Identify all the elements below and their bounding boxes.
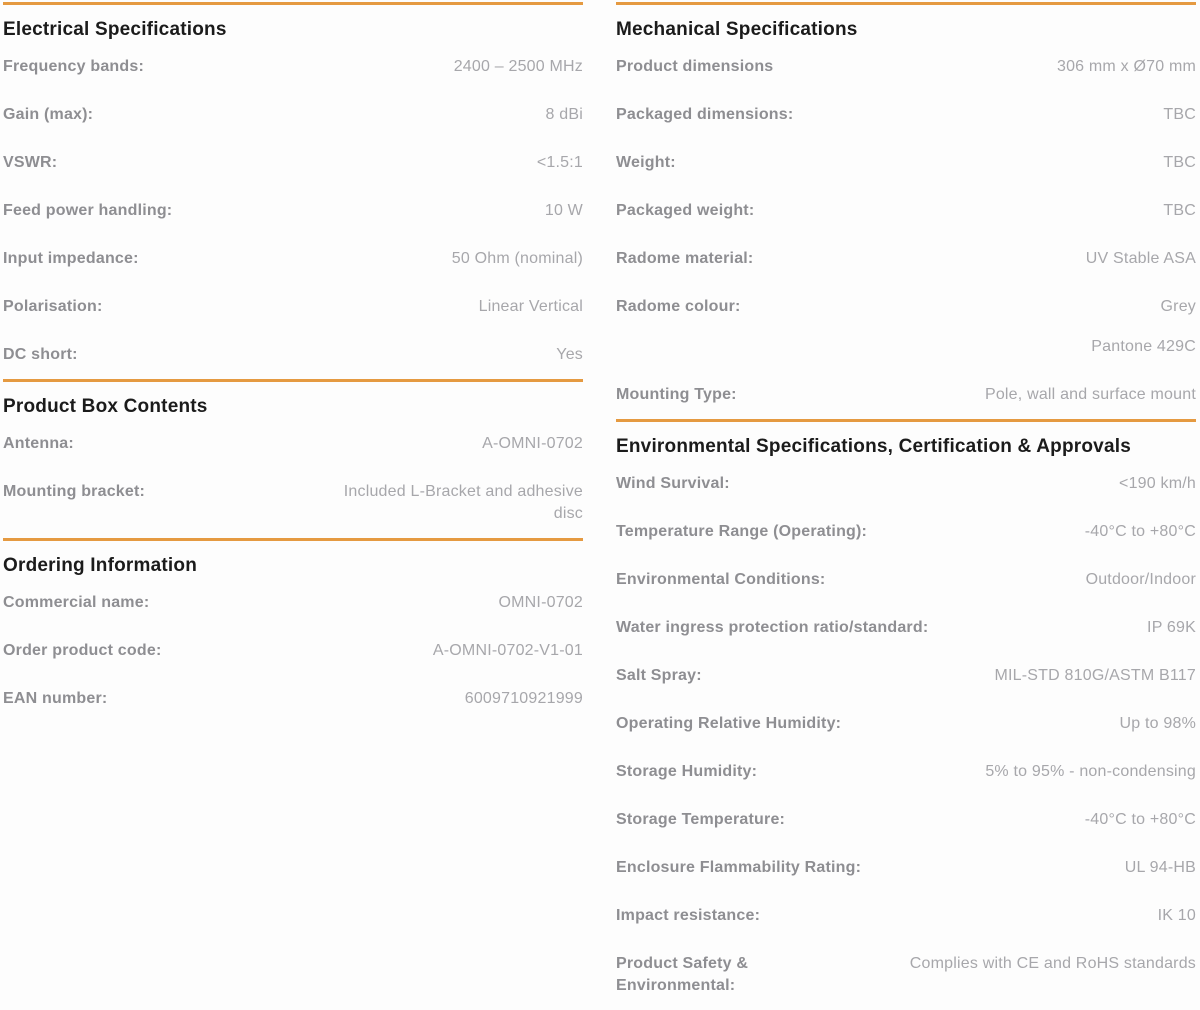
spec-label-line1: Product Safety & — [616, 955, 749, 972]
spec-label: Product dimensions — [616, 58, 774, 75]
spec-value-line2: disc — [553, 505, 583, 522]
spec-value: UL 94-HB — [1124, 859, 1196, 876]
spec-label: Water ingress protection ratio/standard: — [616, 619, 929, 636]
spec-value: MIL-STD 810G/ASTM B117 — [994, 667, 1196, 684]
spec-value: 8 dBi — [545, 106, 583, 123]
spec-label: Salt Spray: — [616, 667, 702, 684]
spec-row-mounting-type — [616, 371, 1196, 419]
spec-value: Up to 98% — [1119, 715, 1196, 732]
spec-row-weight — [616, 139, 1196, 187]
spec-value: 5% to 95% - non-condensing — [985, 763, 1196, 780]
spec-label: Radome material: — [616, 250, 754, 267]
spec-label: Enclosure Flammability Rating: — [616, 859, 862, 876]
spec-value: IP 69K — [1147, 619, 1196, 636]
spec-row-antenna — [3, 420, 583, 468]
spec-row-dc-short — [3, 331, 583, 379]
spec-row-storage-humidity — [616, 748, 1196, 796]
spec-row-storage-temperature — [616, 796, 1196, 844]
spec-row-feed-power-handling — [3, 187, 583, 235]
spec-value: -40°C to +80°C — [1084, 811, 1196, 828]
spec-value: IK 10 — [1157, 907, 1196, 924]
section-product-box-contents — [3, 379, 583, 538]
spec-row-gain-max — [3, 91, 583, 139]
spec-label: Operating Relative Humidity: — [616, 715, 842, 732]
spec-value: 10 W — [544, 202, 583, 219]
spec-label: Impact resistance: — [616, 907, 761, 924]
spec-value: 2400 – 2500 MHz — [453, 58, 583, 75]
spec-label: VSWR: — [3, 154, 58, 171]
spec-row-water-ingress-protection — [616, 604, 1196, 652]
spec-row-radome-material — [616, 235, 1196, 283]
spec-row-vswr — [3, 139, 583, 187]
spec-row-environmental-conditions — [616, 556, 1196, 604]
section-mechanical-specifications — [616, 2, 1196, 419]
spec-value: Yes — [556, 346, 583, 363]
spec-value — [1091, 296, 1196, 358]
spec-row-commercial-name — [3, 579, 583, 627]
spec-label: EAN number: — [3, 690, 108, 707]
spec-value: 50 Ohm (nominal) — [451, 250, 583, 267]
spec-row-input-impedance — [3, 235, 583, 283]
section-title: Electrical Specifications — [3, 19, 227, 40]
spec-value-line2: Pantone 429C — [1091, 338, 1196, 355]
spec-row-impact-resistance — [616, 892, 1196, 940]
section-environmental-specifications — [616, 419, 1196, 1010]
spec-label: Mounting bracket: — [3, 483, 146, 500]
spec-value: -40°C to +80°C — [1084, 523, 1196, 540]
spec-row-enclosure-flammability-rating — [616, 844, 1196, 892]
spec-value: 6009710921999 — [464, 690, 583, 707]
section-title: Mechanical Specifications — [616, 19, 858, 40]
spec-row-order-product-code — [3, 627, 583, 675]
spec-label: Antenna: — [3, 435, 74, 452]
section-electrical-specifications — [3, 2, 583, 379]
spec-label: Storage Temperature: — [616, 811, 786, 828]
spec-label: Order product code: — [3, 642, 162, 659]
spec-row-radome-colour — [616, 283, 1196, 371]
spec-value: 306 mm x Ø70 mm — [1056, 58, 1196, 75]
spec-label: Gain (max): — [3, 106, 94, 123]
spec-value: OMNI-0702 — [498, 594, 583, 611]
spec-label: Polarisation: — [3, 298, 103, 315]
spec-row-frequency-bands — [3, 43, 583, 91]
spec-value: <1.5:1 — [536, 154, 583, 171]
spec-value: TBC — [1163, 154, 1196, 171]
spec-label: Temperature Range (Operating): — [616, 523, 868, 540]
spec-row-salt-spray — [616, 652, 1196, 700]
section-title: Product Box Contents — [3, 396, 208, 417]
spec-value: TBC — [1163, 202, 1196, 219]
spec-row-mounting-bracket — [3, 468, 583, 538]
spec-row-operating-relative-humidity — [616, 700, 1196, 748]
left-column — [3, 2, 583, 1010]
spec-value-line1: Included L-Bracket and adhesive — [343, 483, 583, 500]
spec-label: Packaged weight: — [616, 202, 755, 219]
spec-row-polarisation — [3, 283, 583, 331]
spec-value: A-OMNI-0702 — [482, 435, 583, 452]
spec-label: Feed power handling: — [3, 202, 173, 219]
spec-value: A-OMNI-0702-V1-01 — [432, 642, 583, 659]
spec-row-wind-survival — [616, 460, 1196, 508]
spec-row-packaged-weight — [616, 187, 1196, 235]
spec-label: Frequency bands: — [3, 58, 145, 75]
spec-value: <190 km/h — [1119, 475, 1196, 492]
section-title: Ordering Information — [3, 555, 197, 576]
spec-label-line2: Environmental: — [616, 977, 736, 994]
spec-label: Weight: — [616, 154, 676, 171]
spec-value: TBC — [1163, 106, 1196, 123]
spec-label: Wind Survival: — [616, 475, 730, 492]
spec-row-packaged-dimensions — [616, 91, 1196, 139]
spec-label: DC short: — [3, 346, 78, 363]
spec-row-temperature-range-operating — [616, 508, 1196, 556]
spec-label — [616, 953, 748, 997]
spec-label: Commercial name: — [3, 594, 150, 611]
right-column — [616, 2, 1196, 1010]
spec-value: Outdoor/Indoor — [1085, 571, 1196, 588]
spec-value: UV Stable ASA — [1085, 250, 1196, 267]
spec-label: Storage Humidity: — [616, 763, 758, 780]
spec-value: Complies with CE and RoHS standards — [909, 955, 1196, 972]
spec-label: Packaged dimensions: — [616, 106, 794, 123]
spec-row-product-safety-environmental — [616, 940, 1196, 1010]
spec-value-line1: Grey — [1160, 298, 1196, 315]
spec-label: Environmental Conditions: — [616, 571, 826, 588]
spec-label: Input impedance: — [3, 250, 139, 267]
section-title: Environmental Specifications, Certification & Approvals — [616, 436, 1131, 457]
section-ordering-information — [3, 538, 583, 723]
spec-value: Linear Vertical — [478, 298, 583, 315]
spec-row-ean-number — [3, 675, 583, 723]
spec-row-product-dimensions — [616, 43, 1196, 91]
spec-label: Radome colour: — [616, 298, 741, 315]
spec-value — [344, 481, 583, 525]
spec-value: Pole, wall and surface mount — [984, 386, 1196, 403]
spec-label: Mounting Type: — [616, 386, 737, 403]
